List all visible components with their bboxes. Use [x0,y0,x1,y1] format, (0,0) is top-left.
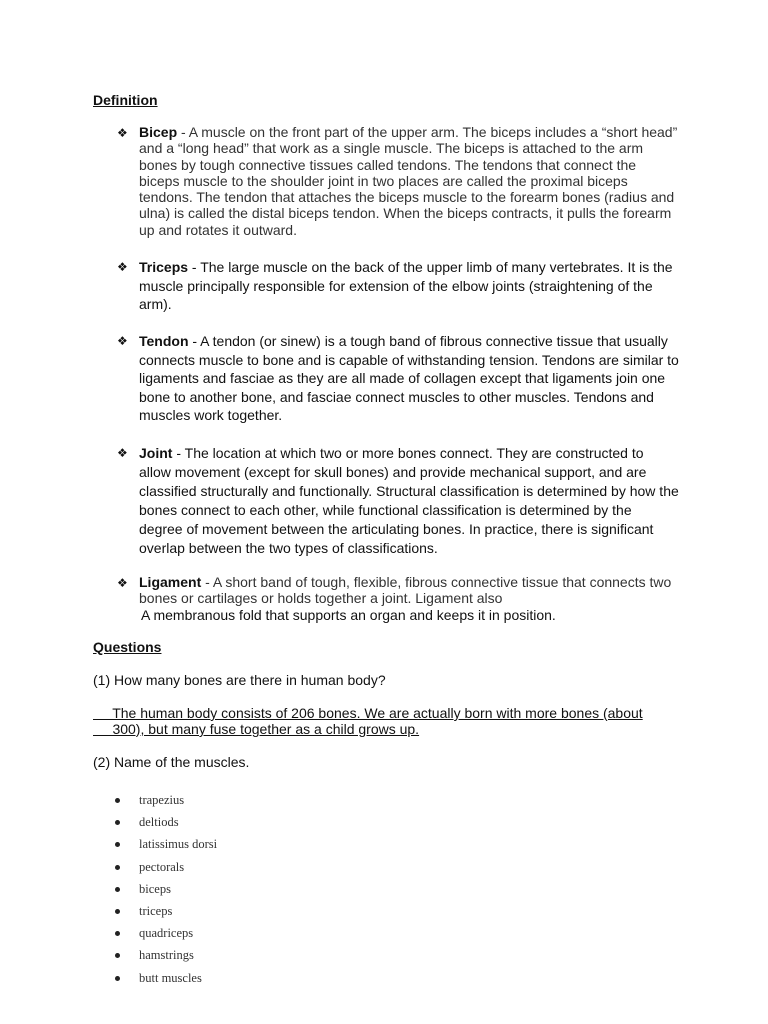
bullet-dot-icon [115,931,120,936]
term-triceps: Triceps [139,259,189,275]
bullet-dot-icon [115,909,120,914]
answer-1-line-2: 300), but many fuse together as a child grows up. [93,721,420,737]
definition-text-triceps: - The large muscle on the back of the upper limb of many vertebrates. It is the muscle principally responsible for extension of the elbow joints (straightening of the arm). [139,259,673,312]
bullet-dot-icon [115,953,120,958]
term-tendon: Tendon [139,333,189,349]
bullet-dot-icon [115,865,120,870]
definition-text-ligament: - A short band of tough, flexible, fibrous connective tissue that connects two bones or cartilages or holds together a joint. Ligament also [139,574,672,607]
definition-text-tendon: - A tendon (or sinew) is a tough band of fibrous connective tissue that usually connects muscle to bone and is capable of withstanding tension. Tendons are similar to ligaments and fasciae as they are all made of collagen except that ligaments join one bone to another bone, and fasciae connect muscles to other muscles. Tendons and muscles work together. [139,333,679,424]
diamond-bullet-icon: ❖ [117,260,128,274]
diamond-bullet-icon: ❖ [117,334,128,348]
bullet-dot-icon [115,887,120,892]
term-ligament: Ligament [139,574,202,590]
bullet-dot-icon [115,820,120,825]
diamond-bullet-icon: ❖ [117,446,128,460]
definition-heading: Definition [93,92,158,108]
diamond-bullet-icon: ❖ [117,576,128,590]
bullet-dot-icon [115,976,120,981]
definition-text-bicep: - A muscle on the front part of the upper arm. The biceps includes a “short head” and a “long head” that work as a single muscle. The biceps is attached to the arm bones by tough connective tissues called tendons. The tendons that connect the biceps muscle to the shoulder joint in two places are called the proximal biceps tendons. The tendon that attaches the biceps muscle to the forearm bones (radius and ulna) is called the distal biceps tendon. When the biceps contracts, it pulls the forearm up and rotates it outward. [139,124,678,238]
diamond-bullet-icon: ❖ [117,126,128,140]
term-joint: Joint [139,445,173,461]
answer-1 [93,705,663,737]
answer-1-line-1: The human body consists of 206 bones. We are actually born with more bones (about [93,705,643,721]
definition-extra-ligament: A membranous fold that supports an organ and keeps it in position. [141,607,556,623]
bullet-dot-icon [115,798,120,803]
question-2: (2) Name of the muscles. [93,754,250,770]
document-page: Definition ❖ Bicep - A muscle on the front part of the upper arm. The biceps includes a “short head” and a “long head” that work as a single muscle. The biceps is attached to the arm bones by tough connective tissues called tendons. The tendons that connect the biceps muscle to the shoulder joint in two places are called the proximal biceps tendons. The tendon that attaches the biceps muscle to the forearm bones (radius and ulna) is called the distal biceps tendon. When the biceps contracts, it pulls the forearm up and rotates it outward. ❖ Triceps - The large muscle on the back of the upper limb of many vertebrates. It is the muscle principally responsible for extension of the elbow joints (straightening of the arm). ❖ Tendon - A tendon (or sinew) is a tough band of fibrous connective tissue that usually connects muscle to bone and is capable of withstanding tension. Tendons are similar to ligaments and fasciae as they are all made of collagen except that ligaments join one bone to another bone, and fasciae connect muscles to other muscles. Tendons and muscles work together. ❖ Joint - The location at which two or more bones connect. They are constructed to allow movement (except for skull bones) and provide mechanical support, and are classified structurally and functionally. Structural classification is determined by how the bones connect to each other, while functional classification is determined by the degree of movement between the articulating bones. In practice, there is significant overlap between the two types of classifications. ❖ Ligament - A short band of tough, flexible, fibrous connective tissue that connects two bones or cartilages or holds together a joint. Ligament also A membranous fold that supports an organ and keeps it in position. Questions (1) How many bones are there in human body? The human body consists of 206 bones. We are actually born with more bones (about 300), but many fuse together as a child grows up. (2) Name of the muscles. trapezius deltiods latissimus dorsi pectorals biceps triceps quadriceps hamstrings butt muscles [0,0,768,1024]
term-bicep: Bicep [139,124,178,140]
question-1: (1) How many bones are there in human body? [93,672,386,688]
definition-text-joint: - The location at which two or more bones connect. They are constructed to allow movement (except for skull bones) and provide mechanical support, and are classified structurally and functionally. Structural classification is determined by how the bones connect to each other, while functional classification is determined by the degree of movement between the articulating bones. In practice, there is significant overlap between the two types of classifications. [139,445,679,556]
questions-heading: Questions [93,639,162,655]
bullet-dot-icon [115,842,120,847]
